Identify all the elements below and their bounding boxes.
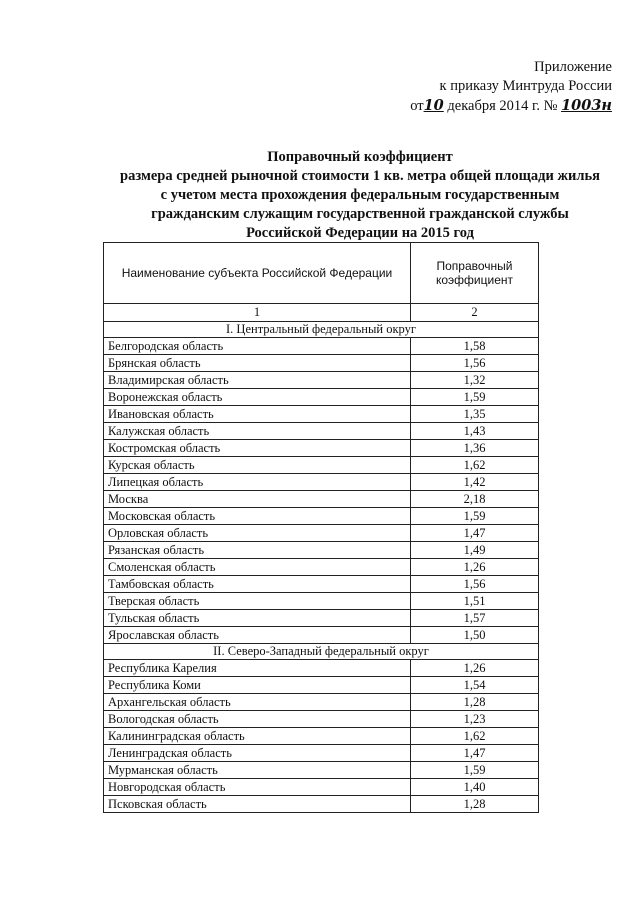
coefficient-value: 2,18 — [411, 491, 539, 508]
region-name: Новгородская область — [104, 779, 411, 796]
region-name: Костромская область — [104, 440, 411, 457]
column-header-coefficient: Поправочный коэффициент — [411, 243, 539, 304]
coefficient-value: 1,47 — [411, 745, 539, 762]
coefficient-value: 1,49 — [411, 542, 539, 559]
section-title: II. Северо-Западный федеральный округ — [104, 644, 539, 660]
section-row — [104, 644, 539, 660]
coefficient-value: 1,59 — [411, 389, 539, 406]
coefficient-value: 1,32 — [411, 372, 539, 389]
table-row — [104, 474, 539, 491]
section-row — [104, 322, 539, 338]
title-line-1: Поправочный коэффициент — [267, 149, 453, 165]
coefficient-value: 1,28 — [411, 694, 539, 711]
region-name: Архангельская область — [104, 694, 411, 711]
table-row — [104, 338, 539, 355]
region-name: Воронежская область — [104, 389, 411, 406]
table-row — [104, 796, 539, 813]
coefficient-value: 1,56 — [411, 576, 539, 593]
region-name: Липецкая область — [104, 474, 411, 491]
column-header-region: Наименование субъекта Российской Федерации — [104, 243, 411, 304]
date-middle: декабря 2014 г. № — [447, 98, 558, 114]
coefficient-value: 1,42 — [411, 474, 539, 491]
region-name: Ивановская область — [104, 406, 411, 423]
table-header-row — [104, 243, 539, 304]
coefficient-value: 1,62 — [411, 728, 539, 745]
table-row — [104, 423, 539, 440]
table-body — [104, 304, 539, 813]
title-line-2: размера средней рыночной стоимости 1 кв. метра общей площади жилья — [120, 168, 600, 184]
region-name: Тульская область — [104, 610, 411, 627]
region-name: Ленинградская область — [104, 745, 411, 762]
table-row — [104, 542, 539, 559]
title-line-5: Российской Федерации на 2015 год — [246, 225, 474, 241]
table-row — [104, 389, 539, 406]
coefficient-value: 1,54 — [411, 677, 539, 694]
table-row — [104, 457, 539, 474]
table-row — [104, 694, 539, 711]
region-name: Калужская область — [104, 423, 411, 440]
region-name: Псковская область — [104, 796, 411, 813]
region-name: Смоленская область — [104, 559, 411, 576]
coefficient-value: 1,50 — [411, 627, 539, 644]
region-name: Республика Карелия — [104, 660, 411, 677]
appendix-line-2: к приказу Минтруда России — [439, 78, 612, 94]
coefficient-value: 1,23 — [411, 711, 539, 728]
table-row — [104, 610, 539, 627]
table-row — [104, 660, 539, 677]
coefficient-value: 1,62 — [411, 457, 539, 474]
region-name: Ярославская область — [104, 627, 411, 644]
coefficient-table — [103, 242, 539, 813]
appendix-line-3 — [392, 96, 612, 116]
coefficient-value: 1,40 — [411, 779, 539, 796]
table-row — [104, 762, 539, 779]
coefficient-value: 1,58 — [411, 338, 539, 355]
column-number-row — [104, 304, 539, 322]
table-row — [104, 593, 539, 610]
region-name: Белгородская область — [104, 338, 411, 355]
table-row — [104, 627, 539, 644]
coefficient-value: 1,56 — [411, 355, 539, 372]
coefficient-value: 1,51 — [411, 593, 539, 610]
region-name: Московская область — [104, 508, 411, 525]
section-title: I. Центральный федеральный округ — [104, 322, 539, 338]
table-row — [104, 440, 539, 457]
table-row — [104, 745, 539, 762]
coefficient-value: 1,47 — [411, 525, 539, 542]
region-name: Мурманская область — [104, 762, 411, 779]
table-row — [104, 711, 539, 728]
date-prefix: от — [410, 98, 424, 114]
table-row — [104, 372, 539, 389]
table-row — [104, 525, 539, 542]
coefficient-value: 1,35 — [411, 406, 539, 423]
table-row — [104, 677, 539, 694]
column-number-2: 2 — [411, 304, 539, 322]
title-line-3: с учетом места прохождения федеральным государственным — [160, 187, 560, 203]
region-name: Тверская область — [104, 593, 411, 610]
table-row — [104, 491, 539, 508]
coefficient-value: 1,28 — [411, 796, 539, 813]
region-name: Орловская область — [104, 525, 411, 542]
appendix-header — [392, 58, 612, 116]
table-row — [104, 728, 539, 745]
coefficient-value: 1,59 — [411, 508, 539, 525]
coefficient-value: 1,36 — [411, 440, 539, 457]
handwritten-order-number: 1003н — [561, 97, 612, 114]
coefficient-value: 1,59 — [411, 762, 539, 779]
region-name: Москва — [104, 491, 411, 508]
table-row — [104, 576, 539, 593]
region-name: Рязанская область — [104, 542, 411, 559]
coefficient-value: 1,43 — [411, 423, 539, 440]
title-line-4: гражданским служащим государственной гражданской службы — [151, 206, 569, 222]
region-name: Брянская область — [104, 355, 411, 372]
appendix-line-1: Приложение — [534, 59, 612, 75]
column-number-1: 1 — [104, 304, 411, 322]
table-row — [104, 559, 539, 576]
handwritten-day: 10 — [423, 97, 444, 114]
region-name: Республика Коми — [104, 677, 411, 694]
region-name: Вологодская область — [104, 711, 411, 728]
table-row — [104, 508, 539, 525]
region-name: Тамбовская область — [104, 576, 411, 593]
coefficient-value: 1,26 — [411, 559, 539, 576]
coefficient-value: 1,26 — [411, 660, 539, 677]
coefficient-value: 1,57 — [411, 610, 539, 627]
region-name: Калининградская область — [104, 728, 411, 745]
table-row — [104, 406, 539, 423]
region-name: Владимирская область — [104, 372, 411, 389]
table-row — [104, 779, 539, 796]
document-title — [60, 148, 640, 243]
region-name: Курская область — [104, 457, 411, 474]
table-row — [104, 355, 539, 372]
